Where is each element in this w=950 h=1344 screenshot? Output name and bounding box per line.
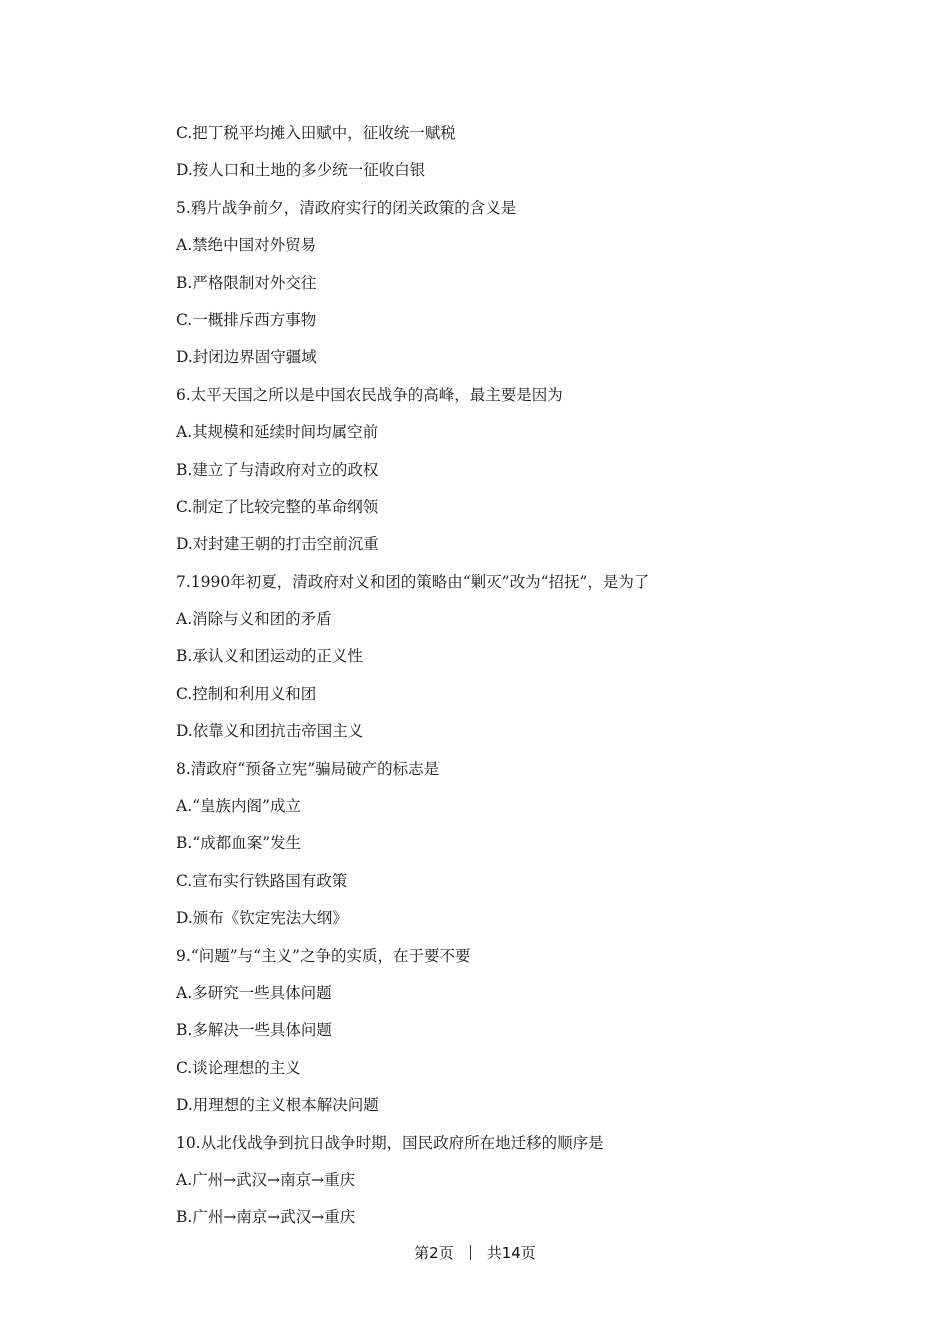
text-line: 5.鸦片战争前夕，清政府实行的闭关政策的含义是 (176, 198, 517, 217)
text-line: B.建立了与清政府对立的政权 (176, 460, 379, 479)
text-line: C.制定了比较完整的革命纲领 (176, 497, 379, 516)
text-line: C.把丁税平均摊入田赋中，征收统一赋税 (176, 124, 456, 142)
text-line: A.“皇族内阁”成立 (176, 797, 301, 816)
page-number: 第2页 (414, 1244, 454, 1262)
text-line: 6.太平天国之所以是中国农民战争的高峰，最主要是因为 (176, 385, 563, 404)
text-line: A.消除与义和团的矛盾 (176, 610, 332, 629)
text-line: D.依靠义和团抗击帝国主义 (176, 722, 364, 741)
footer-divider (470, 1245, 471, 1260)
text-line: 7.1990年初夏，清政府对义和团的策略由“剿灭”改为“招抚”，是为了 (176, 572, 650, 591)
text-line: B.承认义和团运动的正义性 (176, 647, 363, 666)
text-line: B.广州→南京→武汉→重庆 (176, 1208, 356, 1227)
page-footer (0, 1242, 950, 1263)
text-line: 9.“问题”与“主义”之争的实质，在于要不要 (176, 946, 471, 965)
page-total: 共14页 (486, 1244, 536, 1262)
text-line: 10.从北伐战争到抗日战争时期，国民政府所在地迁移的顺序是 (176, 1133, 604, 1152)
question-list (176, 120, 896, 1242)
text-line: C.控制和利用义和团 (176, 684, 317, 703)
text-line: C.谈论理想的主义 (176, 1058, 301, 1077)
text-line: B.“成都血案”发生 (176, 834, 302, 853)
text-line: A.广州→武汉→南京→重庆 (176, 1170, 356, 1189)
text-line: D.颁布《钦定宪法大纲》 (176, 909, 348, 928)
text-line: B.多解决一些具体问题 (176, 1021, 332, 1040)
text-line: D.对封建王朝的打击空前沉重 (176, 535, 379, 554)
text-line: C.一概排斥西方事物 (176, 310, 317, 329)
text-line: A.禁绝中国对外贸易 (176, 236, 317, 255)
text-line: C.宣布实行铁路国有政策 (176, 871, 348, 890)
text-line: A.其规模和延续时间均属空前 (176, 423, 379, 442)
text-line: D.按人口和土地的多少统一征收白银 (176, 161, 426, 180)
text-line: 8.清政府“预备立宪”骗局破产的标志是 (176, 759, 440, 778)
text-line: B.严格限制对外交往 (176, 273, 317, 292)
text-line: D.封闭边界固守疆域 (176, 348, 317, 367)
text-line: A.多研究一些具体问题 (176, 983, 332, 1002)
text-line: D.用理想的主义根本解决问题 (176, 1096, 379, 1115)
